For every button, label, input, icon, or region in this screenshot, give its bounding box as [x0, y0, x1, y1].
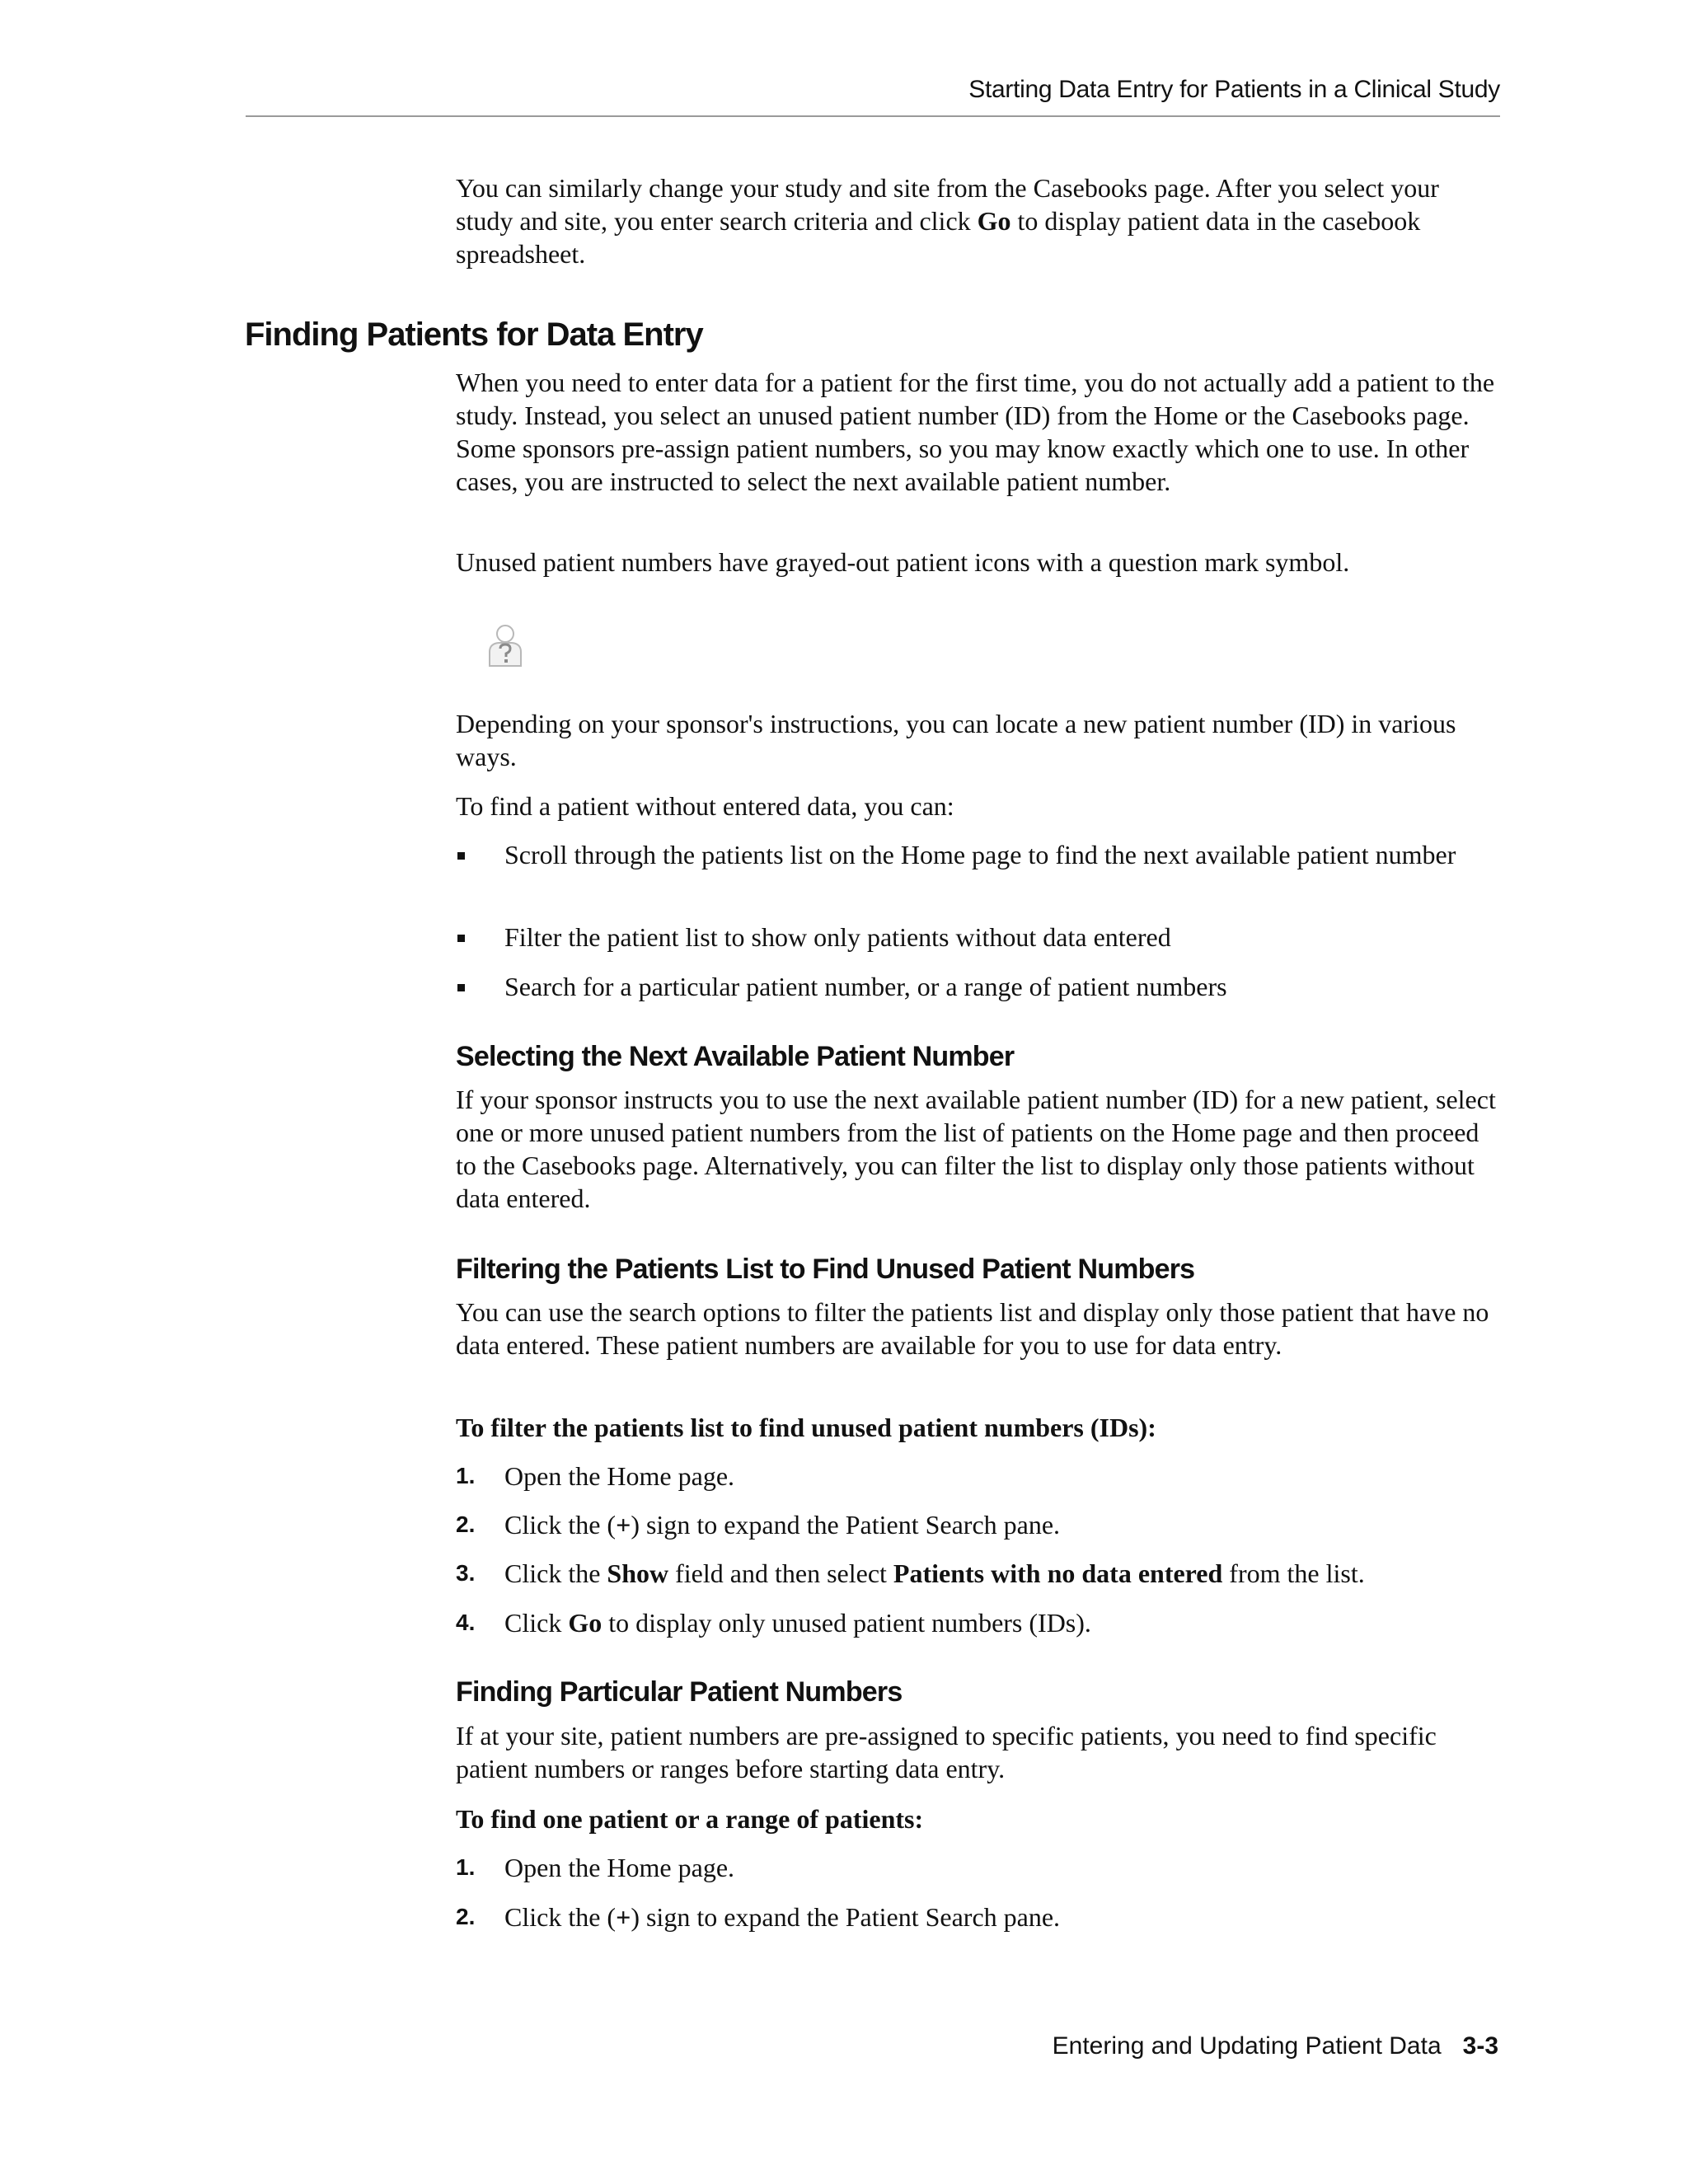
bullet-marker	[457, 935, 465, 942]
finding-paragraph-3: Depending on your sponsor's instructions, you can locate a new patient number (ID) in various ways.	[456, 709, 1456, 771]
filtering-paragraph: You can use the search options to filter the patients list and display only those patient that have no data entered. These patient numbers are available for you to use for data entry.	[456, 1297, 1489, 1360]
procedure-step	[456, 1851, 1498, 1884]
step-text: Open the Home page.	[504, 1461, 735, 1491]
running-header	[246, 73, 1500, 117]
procedure-step	[456, 1557, 1498, 1590]
finding-paragraph-1: When you need to enter data for a patient for the first time, you do not actually add a patient to the study. Instead, you select an unused patient number (ID) from the Home or the Casebooks page. Some sponsors pre-assign patient numbers, so you may know exactly which one to use. In other cases, you are instructed to select the next available patient number.	[456, 368, 1495, 496]
step-text: Click Go to display only unused patient numbers (IDs).	[504, 1608, 1091, 1638]
bullet-marker	[457, 984, 465, 991]
step-text: Click the (+) sign to expand the Patient Search pane.	[504, 1902, 1061, 1932]
step-number: 1.	[456, 1463, 476, 1488]
intro-go-bold: Go	[977, 206, 1011, 236]
procedure-step	[456, 1460, 1498, 1493]
page-number: 3-3	[1462, 2032, 1498, 2060]
finding-paragraph-4: To find a patient without entered data, you can:	[456, 791, 954, 821]
step-number: 1.	[456, 1854, 476, 1880]
step-number: 2.	[456, 1904, 476, 1929]
bullet-text: Scroll through the patients list on the Home page to find the next available patient number	[504, 840, 1456, 869]
step-number: 2.	[456, 1511, 476, 1537]
bullet-item	[456, 970, 1498, 1003]
procedure-step	[456, 1606, 1498, 1639]
particular-paragraph: If at your site, patient numbers are pre-assigned to specific patients, you need to find specific patient numbers or ranges before starting data entry.	[456, 1721, 1437, 1783]
subsection-heading-next-available: Selecting the Next Available Patient Number	[456, 1041, 1015, 1072]
bullet-text: Search for a particular patient number, or a range of patient numbers	[504, 972, 1227, 1001]
step-number: 3.	[456, 1560, 476, 1586]
unused-patient-icon	[484, 622, 527, 670]
section-heading-finding-patients: Finding Patients for Data Entry	[245, 316, 703, 353]
intro-text-a: You can similarly change your study and site from the Casebooks page. After you select your study and site, you enter search criteria and click	[456, 173, 1439, 236]
intro-text-b: to display patient data in the casebook spreadsheet.	[456, 206, 1421, 269]
step-text: Open the Home page.	[504, 1853, 735, 1882]
step-text: Click the Show field and then select Patients with no data entered from the list.	[504, 1558, 1365, 1588]
procedure-step	[456, 1900, 1498, 1933]
subsection-heading-filtering: Filtering the Patients List to Find Unused Patient Numbers	[456, 1254, 1195, 1285]
intro-paragraph	[456, 171, 1498, 270]
finding-paragraph-2: Unused patient numbers have grayed-out patient icons with a question mark symbol.	[456, 547, 1350, 577]
subsection-heading-particular: Finding Particular Patient Numbers	[456, 1676, 903, 1708]
step-number: 4.	[456, 1610, 476, 1635]
procedure-step	[456, 1508, 1498, 1541]
next-available-paragraph: If your sponsor instructs you to use the next available patient number (ID) for a new patient, select one or more unused patient numbers from the list of patients on the Home page and then proceed to the Casebooks page. Alternatively, you can filter the list to display only those patients without data entered.	[456, 1085, 1496, 1213]
bullet-item	[456, 921, 1498, 954]
running-header-title: Starting Data Entry for Patients in a Clinical Study	[968, 76, 1500, 103]
step-text: Click the (+) sign to expand the Patient Search pane.	[504, 1510, 1061, 1540]
bullet-text: Filter the patient list to show only patients without data entered	[504, 922, 1171, 952]
particular-procedure-title: To find one patient or a range of patients:	[456, 1804, 924, 1834]
running-footer	[1053, 2032, 1498, 2060]
bullet-item	[456, 838, 1498, 904]
bullet-marker	[457, 852, 465, 860]
filtering-procedure-title: To filter the patients list to find unused patient numbers (IDs):	[456, 1413, 1156, 1442]
footer-chapter-title: Entering and Updating Patient Data	[1052, 2032, 1442, 2060]
